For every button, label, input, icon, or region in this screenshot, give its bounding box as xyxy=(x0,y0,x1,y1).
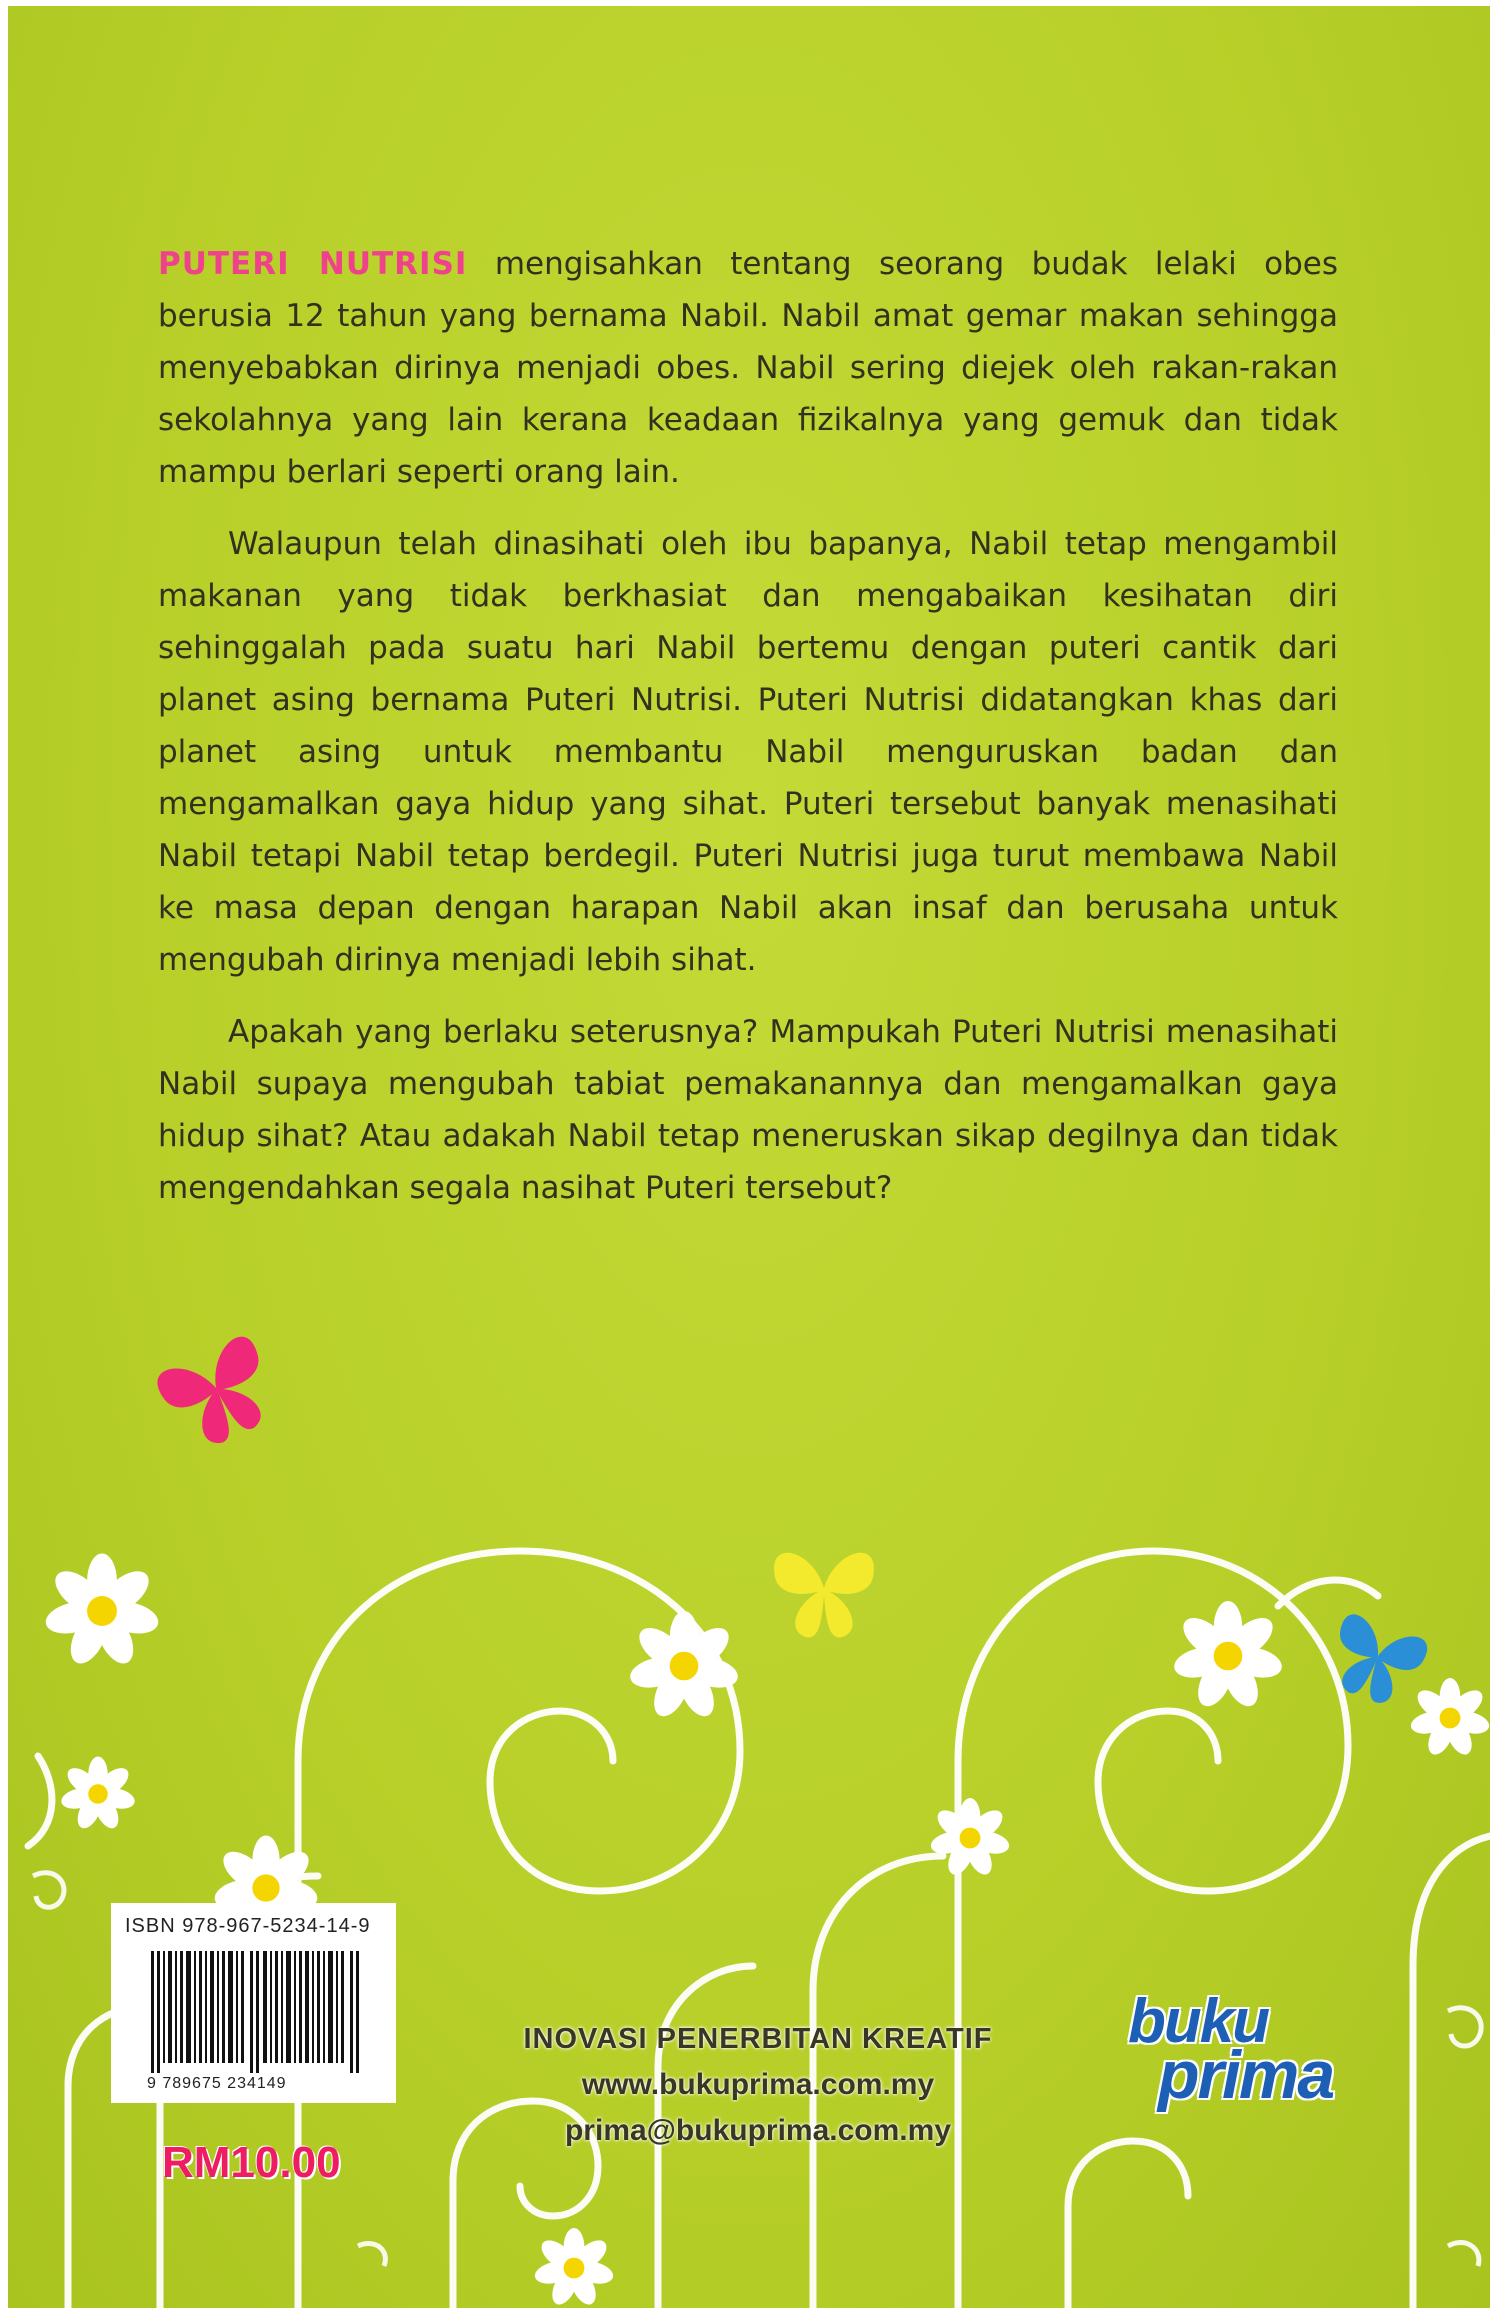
logo-word-prima: prima xyxy=(1158,2037,1334,2113)
blue-butterfly-icon xyxy=(1321,1611,1431,1713)
synopsis-paragraph-2: Walaupun telah dinasihati oleh ibu bapanya, Nabil tetap mengambil makanan yang tidak berkhasiat dan mengabaikan kesihatan diri sehinggalah pada suatu hari Nabil bertemu dengan puteri cantik dari planet asing bernama Puteri Nutrisi. Puteri Nutrisi didatangkan khas dari planet asing untuk membantu Nabil menguruskan badan dan mengamalkan gaya hidup yang sihat. Puteri tersebut banyak menasihati Nabil tetapi Nabil tetap berdegil. Puteri Nutrisi juga turut membawa Nabil ke masa depan dengan harapan Nabil akan insaf dan berusaha untuk mengubah dirinya menjadi lebih sihat. xyxy=(158,526,1338,978)
publisher-name: INOVASI PENERBITAN KREATIF xyxy=(523,2023,993,2055)
barcode-panel xyxy=(111,1903,396,2103)
barcode-digits: 9 789675 234149 xyxy=(147,2075,287,2092)
publisher-website: www.bukuprima.com.my xyxy=(581,2068,935,2101)
publisher-logo xyxy=(1120,1986,1420,2126)
book-back-cover xyxy=(8,6,1490,2308)
synopsis-paragraph-3: Apakah yang berlaku seterusnya? Mampukah Puteri Nutrisi menasihati Nabil supaya mengubah tabiat pemakanannya dan mengamalkan gaya hidup sihat? Atau adakah Nabil tetap meneruskan sikap degilnya dan tidak mengendahkan segala nasihat Puteri tersebut? xyxy=(158,1014,1338,1206)
book-title-inline: PUTERI NUTRISI xyxy=(158,246,468,282)
publisher-email: prima@bukuprima.com.my xyxy=(564,2114,951,2147)
price-label: RM10.00 xyxy=(162,2138,341,2187)
synopsis-paragraph-1-text: mengisahkan tentang seorang budak lelaki obes berusia 12 tahun yang bernama Nabil. Nabil amat gemar makan sehingga menyebabkan dirinya menjadi obes. Nabil sering diejek oleh rakan-rakan sekolahnya yang lain kerana keadaan fizikalnya yang gemuk dan tidak mampu berlari seperti orang lain. xyxy=(158,246,1338,490)
yellow-butterfly-icon xyxy=(774,1553,874,1638)
isbn-label: ISBN 978-967-5234-14-9 xyxy=(125,1915,371,1937)
barcode-icon xyxy=(151,1951,361,2073)
pink-butterfly-icon xyxy=(153,1332,286,1457)
logo-word-buku: buku xyxy=(1128,1987,1269,2056)
publisher-info xyxy=(478,2016,1038,2154)
